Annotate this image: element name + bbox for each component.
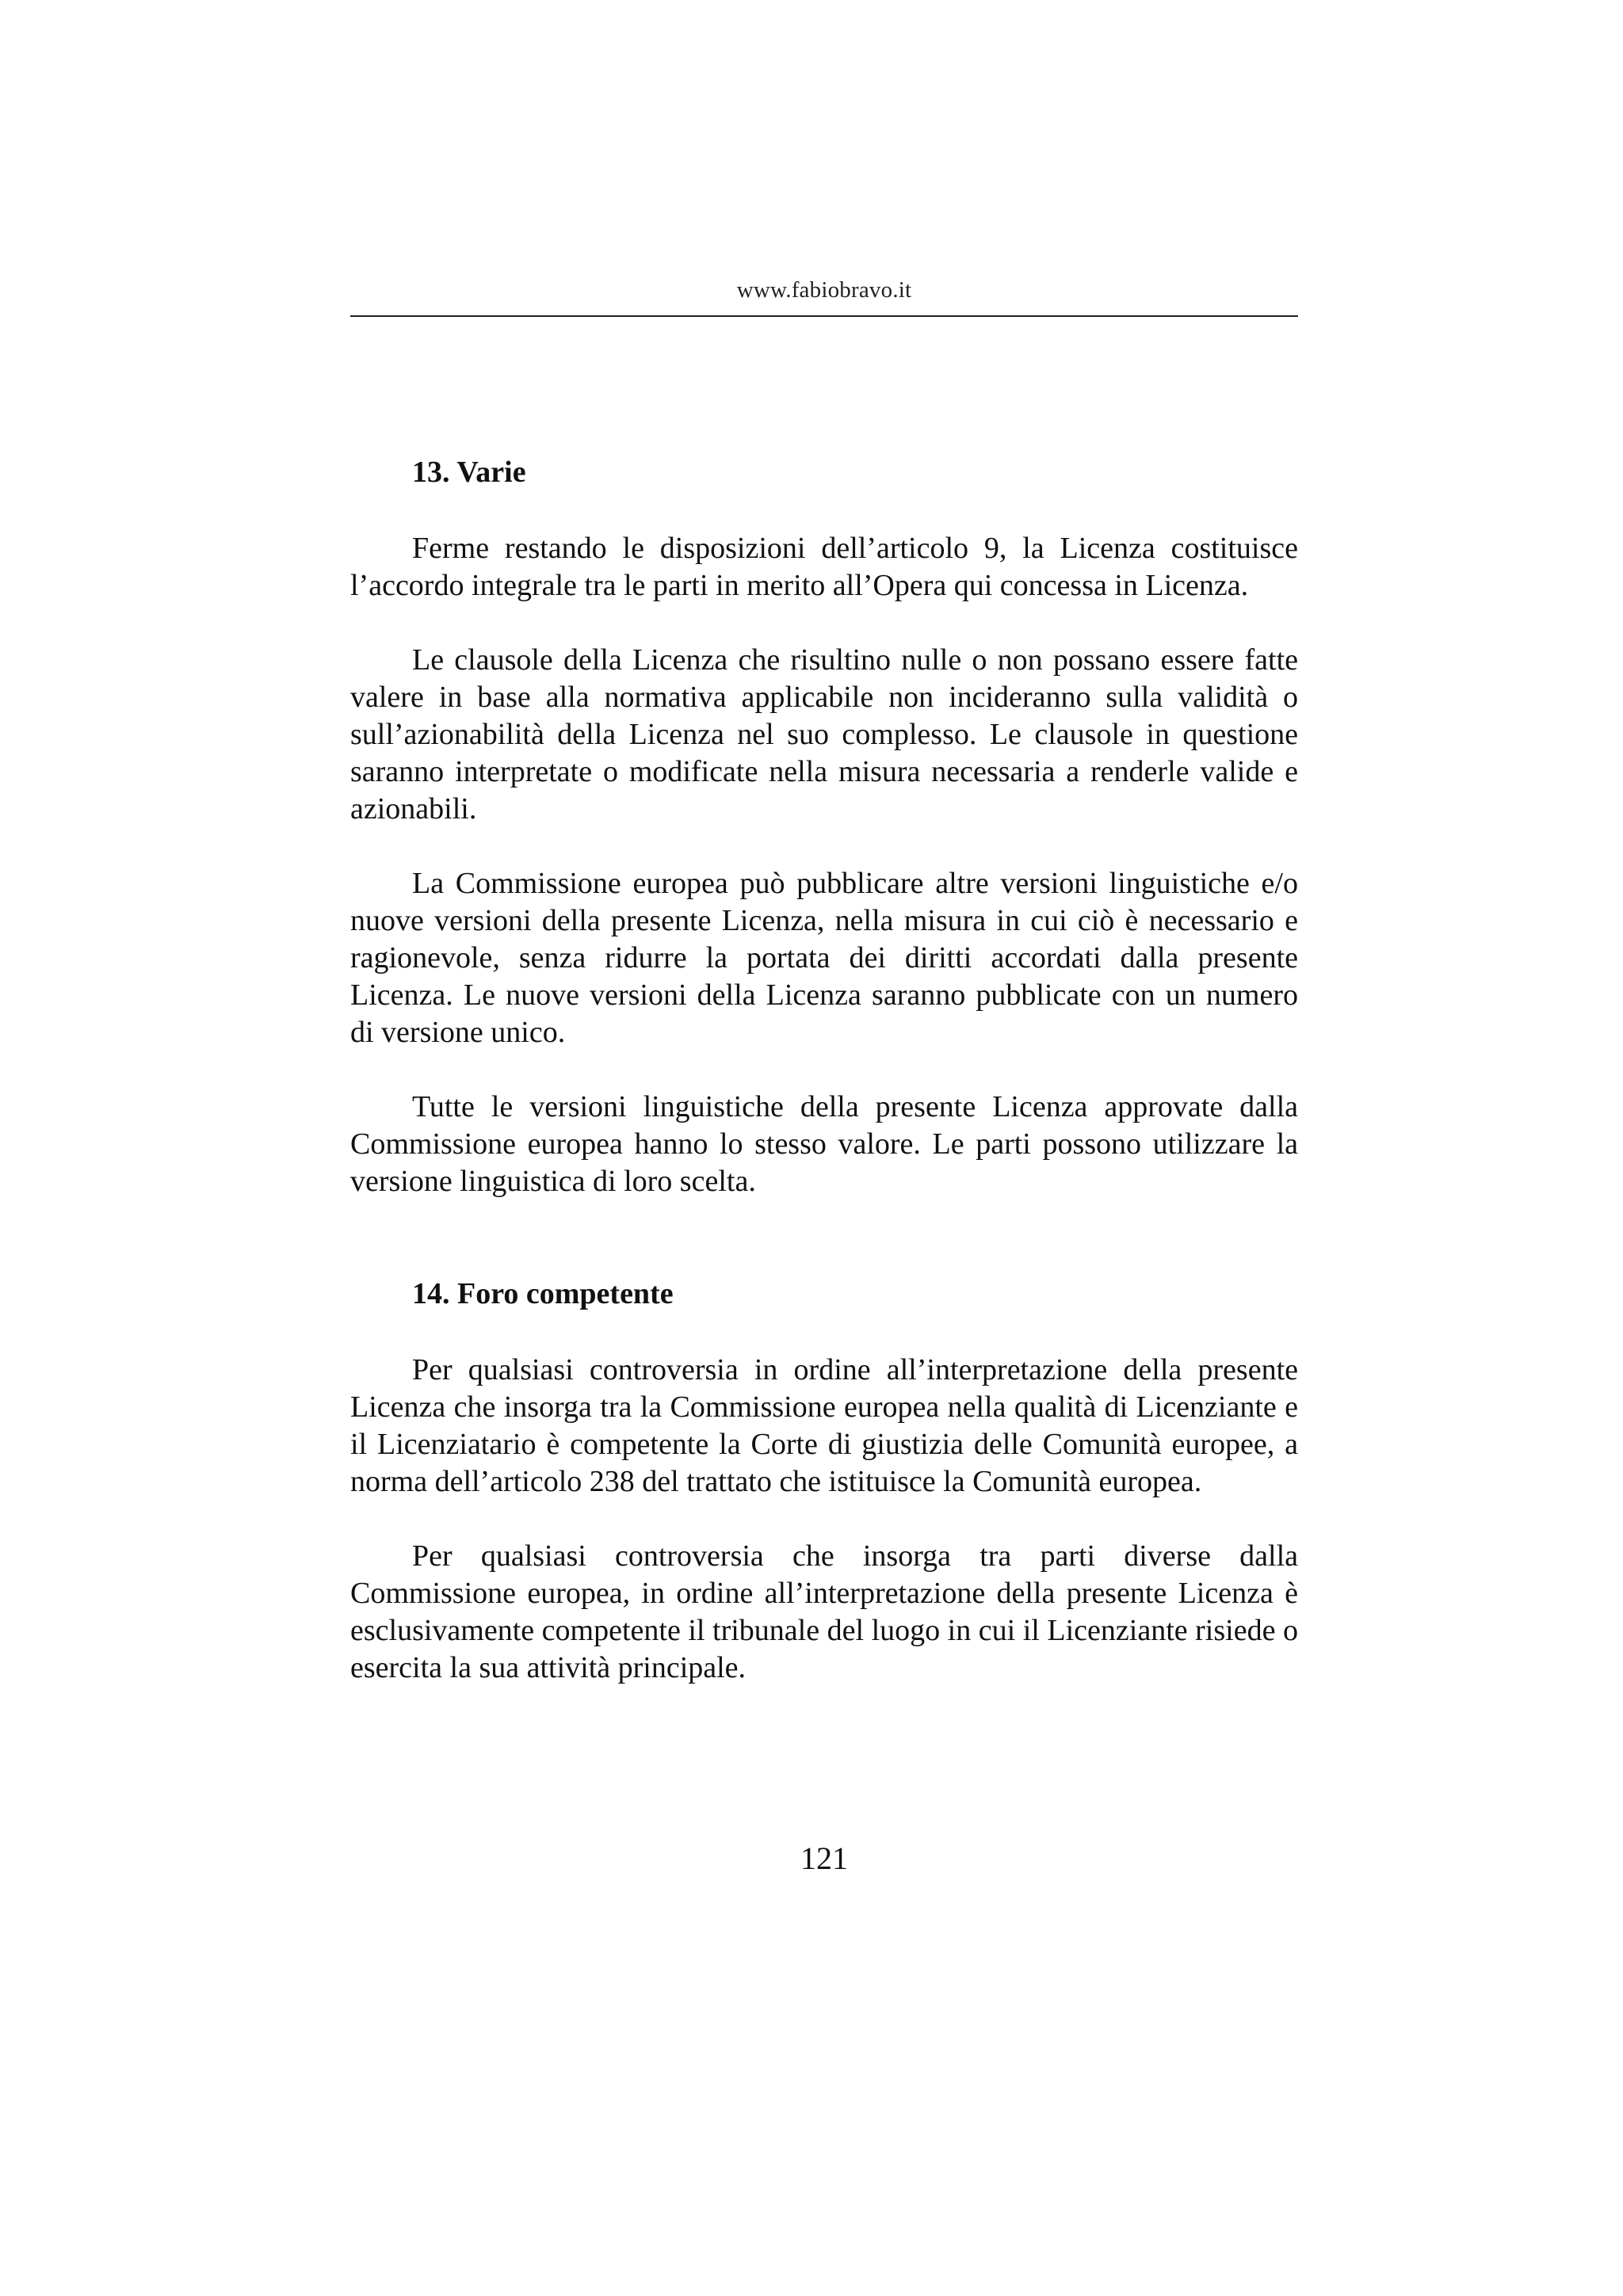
paragraph: Ferme restando le disposizioni dell’articolo 9, la Licenza costituisce l’accordo integrale tra le parti in merito all’Opera qui concessa in Licenza.: [350, 532, 1298, 602]
page-body: [350, 453, 1298, 1687]
header-url: www.fabiobravo.it: [736, 277, 912, 303]
paragraph: Le clausole della Licenza che risultino nulle o non possano essere fatte valere in base alla normativa applicabile non incideranno sulla validità o sull’azionabilità della Licenza nel suo complesso. Le clausole in questione saranno interpretate o modificate nella misura necessaria a renderle valide e azionabili.: [350, 643, 1298, 826]
section-title-varie: 13. Varie: [412, 456, 526, 489]
paragraph: Per qualsiasi controversia che insorga tra parti diverse dalla Commissione europea, in ordine all’interpretazione della presente Licenza è esclusivamente competente il tribunale del luogo in cui il Licenziante risiede o esercita la sua attività principale.: [350, 1539, 1298, 1684]
paragraph: La Commissione europea può pubblicare altre versioni linguistiche e/o nuove versioni della presente Licenza, nella misura in cui ciò è necessario e ragionevole, senza ridurre la portata dei diritti accordati dalla presente Licenza. Le nuove versioni della Licenza saranno pubblicate con un numero di versione unico.: [350, 867, 1298, 1049]
paragraph: Tutte le versioni linguistiche della presente Licenza approvate dalla Commissione europea hanno lo stesso valore. Le parti possono utilizzare la versione linguistica di loro scelta.: [350, 1090, 1298, 1198]
page-number: 121: [800, 1840, 848, 1876]
section-title-foro-competente: 14. Foro competente: [412, 1277, 674, 1310]
paragraph: Per qualsiasi controversia in ordine all’interpretazione della presente Licenza che insorga tra la Commissione europea nella qualità di Licenziante e il Licenziatario è competente la Corte di giustizia delle Comunità europee, a norma dell’articolo 238 del trattato che istituisce la Comunità europea.: [350, 1353, 1298, 1498]
page-header: [350, 276, 1298, 317]
